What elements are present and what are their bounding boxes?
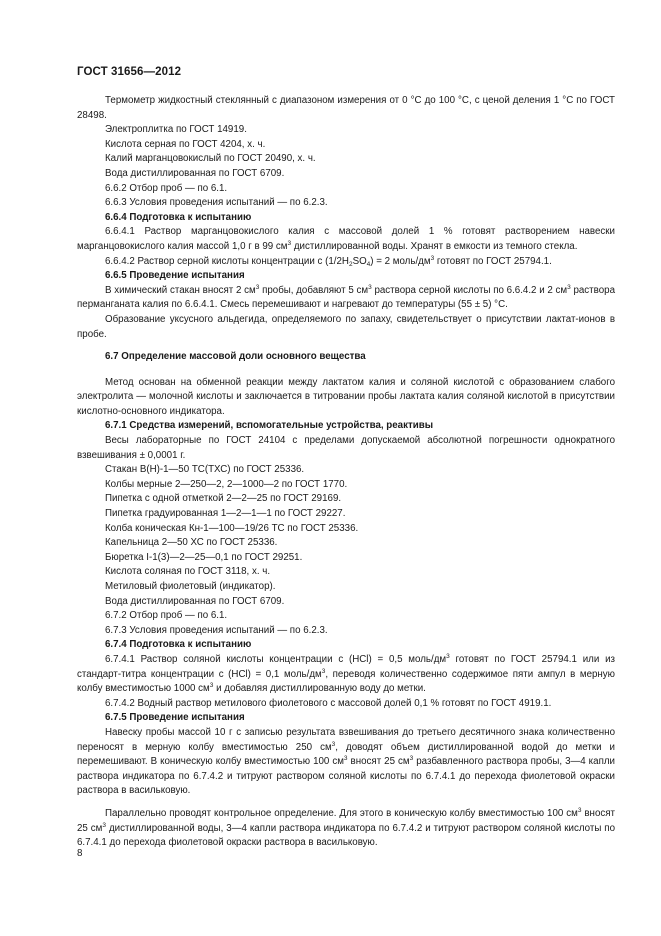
paragraph: Весы лабораторные по ГОСТ 24104 с пределами допускаемой абсолютной погрешности однократного взвешивания ± 0,0001 г. — [77, 435, 615, 461]
paragraph: Колбы мерные 2—250—2, 2—1000—2 по ГОСТ 1770. — [105, 478, 348, 490]
paragraph: Навеску пробы массой 10 г с записью результата взвешивания до третьего десятичного знака количественно переносят в мерную колбу вместимостью 250 $см^3$, доводят объем дистиллированной водой до метки и перемешивают. В коническую колбу вместимостью 100 $см^3$ вносят 25 $см^3$ разбавленного раствора пробы, 3—4 капли раствора индикатора по 6.7.4.2 и титруют раствором соляной кислоты по 6.7.4.1 до перехода фиолетовой окраски раствора в васильковую. — [77, 726, 616, 797]
paragraph: Пипетка с одной отметкой 2—2—25 по ГОСТ 29169. — [105, 493, 342, 505]
paragraph: Колба коническая Кн-1—100—19/26 ТС по ГОСТ 25336. — [105, 522, 359, 534]
paragraph: Бюретка I-1(3)—2—25—0,1 по ГОСТ 29251. — [105, 551, 303, 563]
paragraph: Термометр жидкостный стеклянный с диапазоном измерения от 0 °С до 100 °С, с ценой деления 1 °С по ГОСТ 28498. — [77, 95, 615, 121]
paragraph: 6.6.4.2 Раствор серной кислоты концентрации c $(1/2H_2SO_4) = 2$ моль/$дм^3$ готовят по ГОСТ 25794.1. — [105, 254, 552, 268]
section-heading-text: 6.7.4 Подготовка к испытанию — [105, 639, 252, 651]
document-body — [77, 94, 615, 851]
paragraph: 6.6.4.1 Раствор марганцовокислого калия с массовой долей 1 % готовят растворением навески марганцовокислого калия массой 1,0 г в 99 $см^3$ дистиллированной воды. Хранят в емкости из темного стекла. — [77, 226, 615, 252]
paragraph: 6.6.2 Отбор проб — по 6.1. — [105, 182, 228, 194]
paragraph: Кислота соляная по ГОСТ 3118, х. ч. — [105, 566, 271, 578]
section-heading-text: 6.7 Определение массовой доли основного вещества — [105, 351, 366, 363]
section-heading-text: 6.7.1 Средства измерений, вспомогательные устройства, реактивы — [105, 420, 434, 432]
paragraph: Стакан В(Н)-1—50 ТС(ТХС) по ГОСТ 25336. — [105, 464, 305, 476]
paragraph: 6.7.4.1 Раствор соляной кислоты концентрации c (HCl) = 0,5 моль/$дм^3$ готовят по ГОСТ 25794.1 или из стандарт-титра концентрации c (HCl) = 0,1 моль/$дм^3$, переводя количественно содержимое пяти ампул в мерную колбу вместимостью 1000 $см^3$ и добавляя дистиллированную воду до метки. — [77, 652, 615, 695]
paragraph: Метод основан на обменной реакции между лактатом калия и соляной кислотой с образованием слабого электролита — молочной кислоты и заключается в титровании пробы лактата калия соляной кислотой в присутствии кислотно-основного индикатора. — [77, 376, 615, 417]
page-number: 8 — [77, 848, 83, 859]
section-heading — [77, 211, 615, 226]
paragraph: Капельница 2—50 ХС по ГОСТ 25336. — [105, 537, 278, 549]
paragraph: Метиловый фиолетовый (индикатор). — [105, 581, 276, 592]
paragraph: 6.7.4.2 Водный раствор метилового фиолетового с массовой долей 0,1 % готовят по ГОСТ 4919.1. — [105, 697, 552, 709]
section-heading — [77, 419, 615, 434]
paragraph: Параллельно проводят контрольное определение. Для этого в коническую колбу вместимостью 100 $см^3$ вносят 25 $см^3$ дистиллированной воды, 3—4 капли раствора индикатора по 6.7.4.2 и титруют раствором соляной кислоты по 6.7.4.1 до перехода фиолетовой окраски раствора в васильковую. — [77, 806, 615, 849]
standard-header: ГОСТ 31656—2012 — [77, 66, 182, 78]
section-heading — [77, 711, 615, 726]
section-heading-text: 6.6.5 Проведение испытания — [105, 270, 245, 282]
paragraph: Кислота серная по ГОСТ 4204, х. ч. — [105, 138, 266, 150]
paragraph: В химический стакан вносят 2 $см^3$ пробы, добавляют 5 $см^3$ раствора серной кислоты по 6.6.4.2 и 2 $см^3$ раствора перманганата калия по 6.6.4.1. Смесь перемешивают и нагревают до температуры (55 ± 5) °С. — [77, 283, 615, 311]
section-heading-text: 6.7.5 Проведение испытания — [105, 712, 245, 724]
paragraph: Пипетка градуированная 1—2—1—1 по ГОСТ 29227. — [105, 508, 346, 520]
section-heading — [77, 269, 615, 284]
paragraph: Электроплитка по ГОСТ 14919. — [105, 124, 247, 136]
section-heading — [77, 638, 615, 653]
paragraph: Калий марганцовокислый по ГОСТ 20490, х. ч. — [105, 153, 316, 165]
paragraph: 6.7.3 Условия проведения испытаний — по 6.2.3. — [105, 624, 328, 636]
paragraph: Образование уксусного альдегида, определяемого по запаху, свидетельствует о присутствии лактат-ионов в пробе. — [77, 313, 615, 340]
paragraph: 6.7.2 Отбор проб — по 6.1. — [105, 610, 228, 622]
section-heading — [77, 350, 615, 365]
paragraph: 6.6.3 Условия проведения испытаний — по 6.2.3. — [105, 197, 328, 209]
paragraph: Вода дистиллированная по ГОСТ 6709. — [105, 595, 285, 607]
section-heading-text: 6.6.4 Подготовка к испытанию — [105, 211, 252, 223]
paragraph: Вода дистиллированная по ГОСТ 6709. — [105, 167, 285, 179]
